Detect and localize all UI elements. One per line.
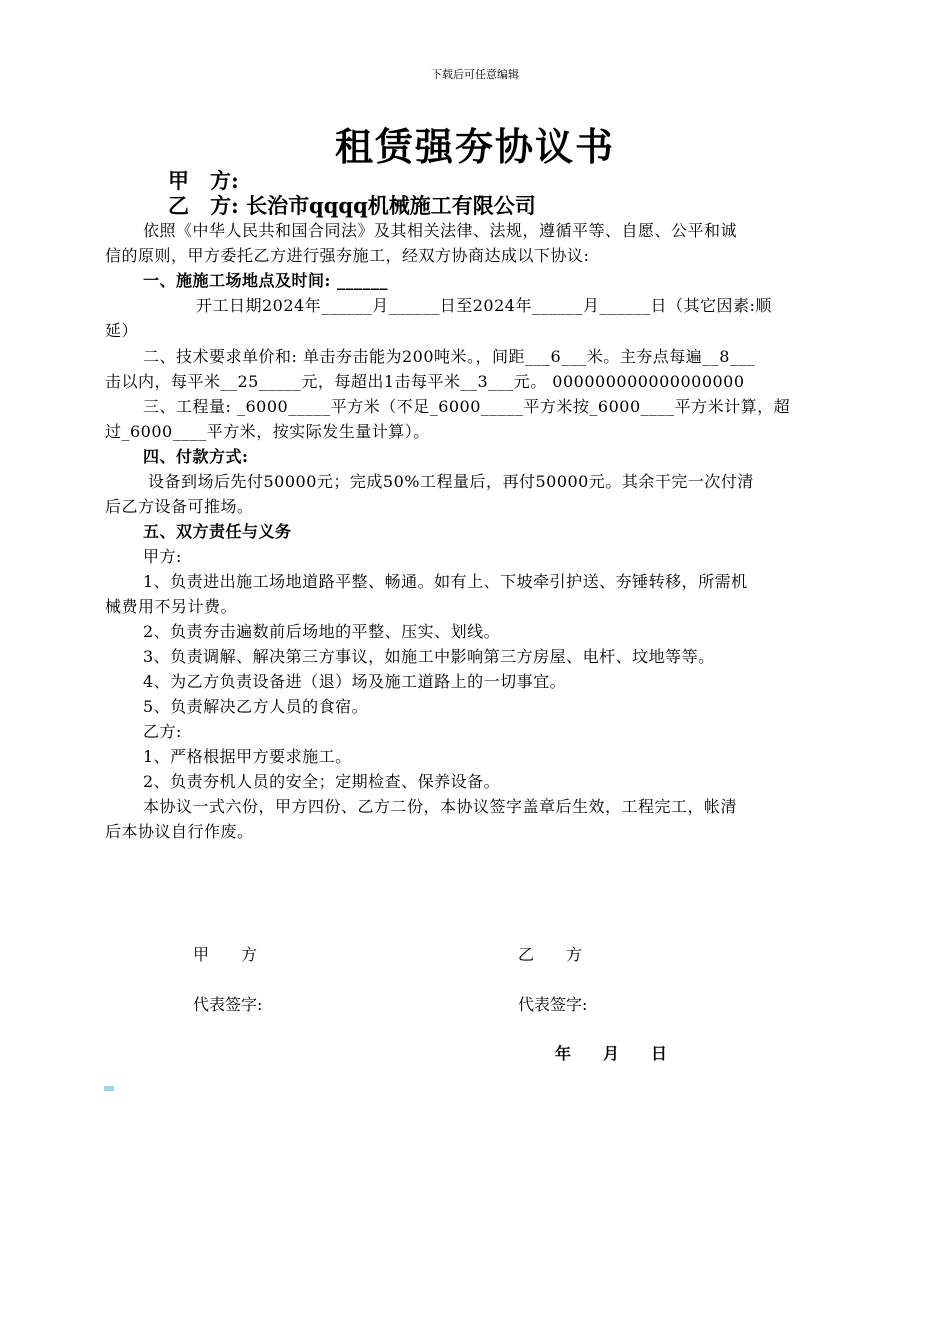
section-1-title: 一、施施工场地点及时间: ______: [143, 271, 388, 290]
section-3-line-1: 三、工程量: _6000_____平方米（不足_6000_____平方米按_6000____平方米计算，超: [143, 397, 791, 416]
party-a-duty-2: 2、负责夯击遍数前后场地的平整、压实、划线。: [143, 622, 501, 641]
page-marker: [104, 1086, 114, 1091]
intro-line-2: 信的原则，甲方委托乙方进行强夯施工，经双方协商达成以下协议:: [105, 246, 590, 265]
section-2-line-1: 二、技术要求单价和: 单击夯击能为200吨米。，间距___6___米。主夯点每遍__8___: [143, 347, 756, 366]
representative-signature-a: 代表签字:: [193, 995, 263, 1014]
section-1-line-1: 开工日期2024年______月______日至2024年______月______日（其它因素:顺: [196, 296, 772, 315]
party-a-duty-1-line-2: 械费用不另计费。: [105, 597, 238, 616]
party-b-label: 乙 方: 长治市qqqq机械施工有限公司: [168, 193, 536, 218]
party-a-duty-3: 3、负责调解、解决第三方事议，如施工中影响第三方房屋、电杆、坟地等等。: [143, 647, 715, 666]
party-a-duty-4: 4、为乙方负责设备进（退）场及施工道路上的一切事宜。: [143, 672, 567, 691]
intro-line-1: 依照《中华人民共和国合同法》及其相关法律、法规，遵循平等、自愿、公平和诚: [143, 221, 738, 240]
section-2-line-2: 击以内，每平米__25_____元，每超出1击每平米__3___元。 000000000000000000: [105, 372, 745, 391]
party-a-duty-5: 5、负责解决乙方人员的食宿。: [143, 697, 369, 716]
final-clause-line-2: 后本协议自行作废。: [105, 822, 254, 841]
final-clause-line-1: 本协议一式六份，甲方四份、乙方二份，本协议签字盖章后生效，工程完工，帐清: [143, 797, 738, 816]
header-note: 下载后可任意编辑: [431, 68, 519, 81]
page-title: 租赁强夯协议书: [334, 124, 615, 169]
representative-signature-b: 代表签字:: [518, 995, 588, 1014]
party-a-duties-label: 甲方:: [143, 547, 182, 566]
party-a-duty-1-line-1: 1、负责进出施工场地道路平整、畅通。如有上、下坡牵引护送、夯锤转移，所需机: [143, 572, 748, 591]
section-5-title: 五、双方责任与义务: [143, 522, 292, 541]
party-a-label: 甲 方:: [168, 168, 239, 193]
party-b-duty-2: 2、负责夯机人员的安全；定期检查、保养设备。: [143, 772, 501, 791]
party-b-duties-label: 乙方:: [143, 722, 182, 741]
signing-date: 年 月 日: [555, 1044, 668, 1063]
party-b-duty-1: 1、严格根据甲方要求施工。: [143, 747, 352, 766]
section-1-line-2: 延）: [105, 321, 139, 340]
section-3-line-2: 过_6000____平方米，按实际发生量计算）。: [105, 422, 430, 441]
signature-party-b: 乙 方: [518, 945, 583, 964]
section-4-title: 四、付款方式:: [143, 447, 249, 466]
section-4-line-2: 后乙方设备可推场。: [105, 497, 254, 516]
section-4-line-1: 设备到场后先付50000元；完成50%工程量后，再付50000元。其余干完一次付清: [148, 472, 754, 491]
signature-party-a: 甲 方: [193, 945, 258, 964]
